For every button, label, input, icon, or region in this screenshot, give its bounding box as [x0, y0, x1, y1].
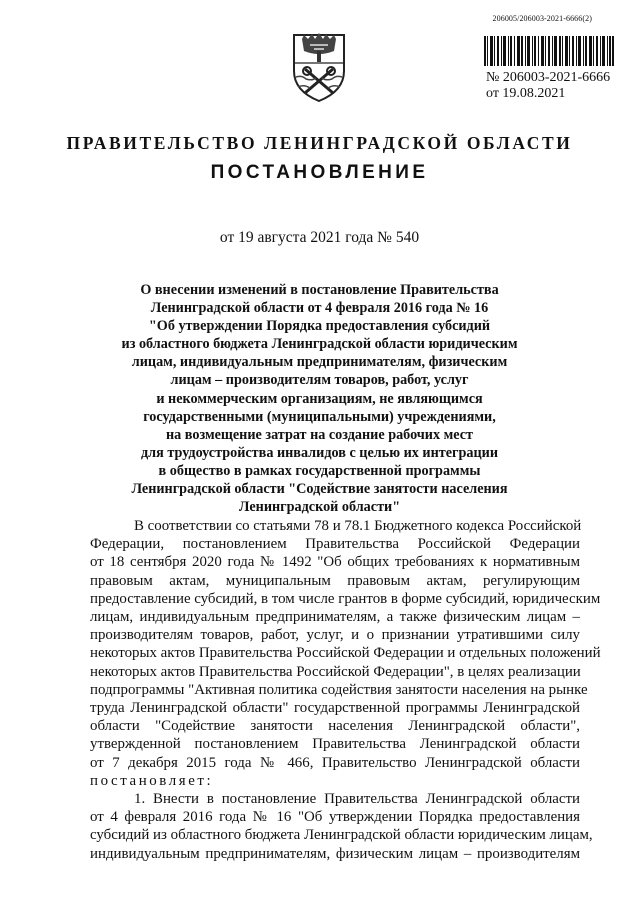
- body-line: 1. Внести в постановление Правительства Ленинградской области: [134, 791, 580, 808]
- body-line: лицам, индивидуальным предпринимателям, а также физическим лицам –: [90, 609, 580, 626]
- document-id: 206005/206003-2021-6666(2): [492, 14, 592, 23]
- body-line: правовым актам, муниципальным правовым актам, регулирующим: [90, 572, 580, 589]
- decree-body: [90, 517, 601, 863]
- registration-date: от 19.08.2021: [486, 86, 566, 101]
- body-line: от 7 декабря 2015 года № 466, Правительство Ленинградской области: [90, 754, 580, 771]
- coat-of-arms-emblem: [290, 31, 348, 103]
- registration-number: № 206003-2021-6666: [486, 70, 611, 85]
- body-line: некоторых актов Правительства Российской Федерации и отдельных положений: [90, 645, 601, 662]
- body-line: производителям товаров, работ, услуг, и о признании утратившими силу: [90, 627, 580, 644]
- body-line: утвержденной постановлением Правительства Ленинградской области: [90, 736, 580, 753]
- decree-date: от 19 августа 2021 года № 540: [219, 229, 420, 246]
- government-title: ПРАВИТЕЛЬСТВО ЛЕНИНГРАДСКОЙ ОБЛАСТИ: [66, 133, 573, 153]
- subject-line: лицам – производителям товаров, работ, услуг: [170, 372, 469, 389]
- subject-line: для трудоустройства инвалидов с целью их интеграции: [141, 444, 498, 461]
- subject-line: О внесении изменений в постановление Правительства: [140, 282, 499, 298]
- body-line-resolves: постановляет:: [90, 772, 214, 789]
- subject-line: Ленинградской области от 4 февраля 2016 года № 16: [150, 300, 489, 317]
- body-line: от 18 сентября 2020 года № 1492 "Об общих требованиях к нормативным: [90, 554, 580, 571]
- barcode: [484, 36, 614, 66]
- subject-line: государственными (муниципальными) учреждениями,: [143, 408, 496, 425]
- body-line: В соответствии со статьями 78 и 78.1 Бюджетного кодекса Российской: [134, 518, 582, 534]
- subject-line: Ленинградской области "Содействие занятости населения: [131, 481, 508, 498]
- body-line: труда Ленинградской области" государственной программы Ленинградской: [90, 700, 580, 717]
- subject-line: на возмещение затрат на создание рабочих мест: [165, 426, 474, 443]
- body-line: субсидий из областного бюджета Ленинградской области юридическим лицам,: [90, 827, 593, 844]
- subject-line: из областного бюджета Ленинградской области юридическим: [121, 336, 518, 353]
- body-line: подпрограммы "Активная политика содействия занятости населения на рынке: [90, 681, 588, 698]
- body-line: Федерации, постановлением Правительства Российской Федерации: [90, 536, 580, 553]
- subject-line: в общество в рамках государственной программы: [158, 462, 481, 479]
- subject-line: лицам, индивидуальным предпринимателям, физическим: [131, 354, 508, 371]
- body-line: индивидуальным предпринимателям, физическим лицам – производителям: [90, 845, 580, 862]
- body-line: от 4 февраля 2016 года № 16 "Об утверждении Порядка предоставления: [90, 809, 580, 826]
- subject-line: Ленинградской области": [238, 499, 401, 516]
- decree-subject: [60, 281, 579, 516]
- subject-line: "Об утверждении Порядка предоставления субсидий: [148, 318, 491, 335]
- body-line: предоставление субсидий, в том числе грантов в форме субсидий, юридическим: [90, 590, 601, 607]
- body-line: области "Содействие занятости населения Ленинградской области",: [90, 718, 580, 735]
- subject-line: и некоммерческим организациям, не являющимся: [156, 390, 483, 407]
- body-line: некоторых актов Правительства Российской Федерации", в целях реализации: [90, 663, 581, 680]
- decree-title: ПОСТАНОВЛЕНИЕ: [210, 162, 429, 183]
